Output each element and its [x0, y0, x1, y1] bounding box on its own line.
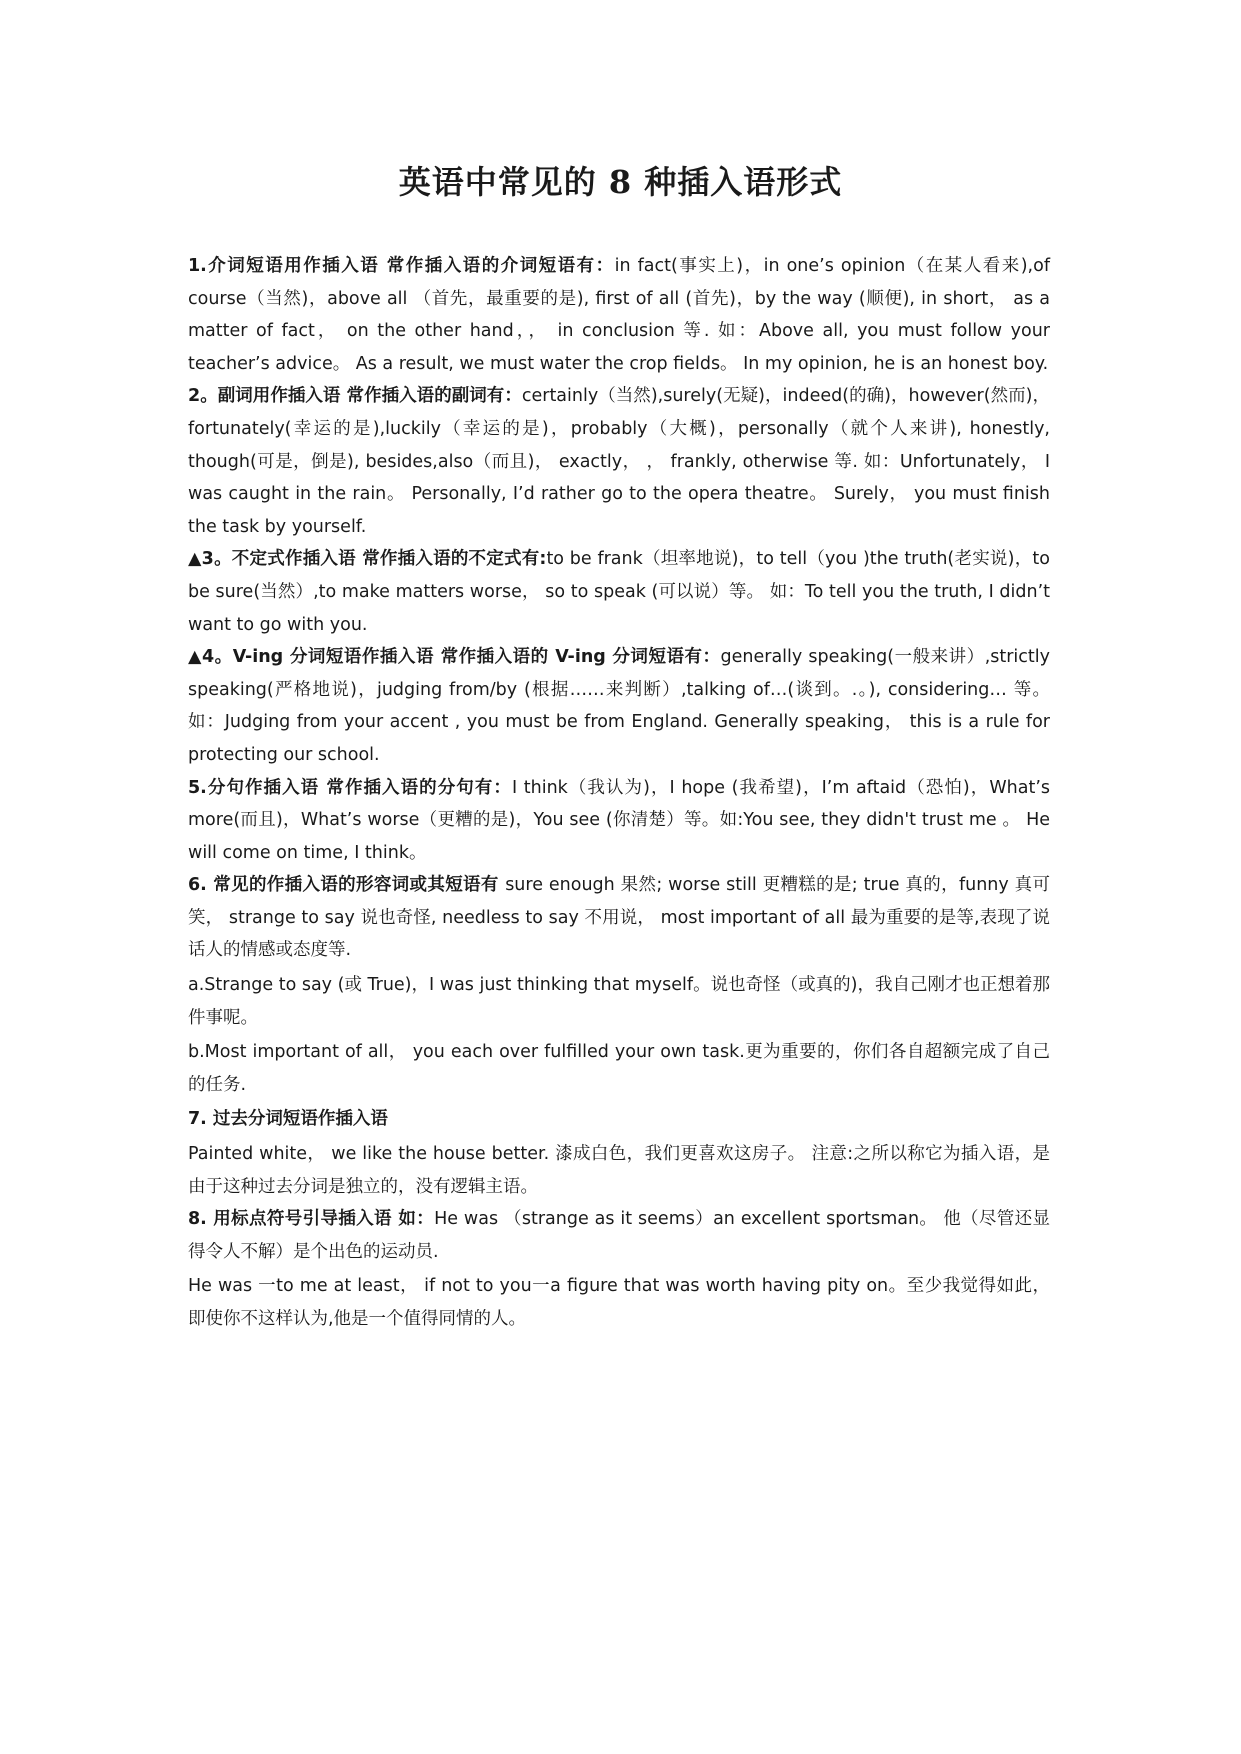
- section-text: sure enough 果然; worse still 更糟糕的是; true 真的，funny 真可笑， strange to say 说也奇怪, needless to say 不用说， most important of all 最为重要的是等,表现了说话人的情感或态度等.: [188, 875, 1050, 961]
- section-text: Painted white， we like the house better. 漆成白色，我们更喜欢这房子。 注意:之所以称它为插入语，是由于这种过去分词是独立的，没有逻辑主语。: [188, 1144, 1050, 1197]
- section-1: [188, 250, 1050, 380]
- section-7: [188, 1103, 1050, 1136]
- section-heading: ▲3。不定式作插入语 常作插入语的不定式有:: [188, 549, 547, 570]
- example-text: b.Most important of all， you each over fulfilled your own task.更为重要的，你们各自超额完成了自己的任务.: [188, 1042, 1050, 1095]
- example-text: a.Strange to say (或 True)，I was just thinking that myself。说也奇怪（或真的)，我自己刚才也正想着那件事呢。: [188, 975, 1050, 1028]
- document-body: [188, 250, 1050, 1336]
- section-heading: 8. 用标点符号引导插入语 如：: [188, 1209, 435, 1230]
- section-text: I think（我认为)，I hope (我希望)，I’m aftaid（恐怕)，What’s more(而且)，What’s worse（更糟的是)，You see (你清楚）等。如:You see, they didn't trust me 。 He will come on time, I think。: [188, 777, 1050, 863]
- example-a: [188, 969, 1050, 1034]
- section-text: He was 一to me at least， if not to you一a figure that was worth having pity on。至少我觉得如此，即使你不这样认为,他是一个值得同情的人。: [188, 1276, 1050, 1329]
- section-8: [188, 1203, 1050, 1268]
- section-text: He was （strange as it seems）an excellent sportsman。 他（尽管还显得令人不解）是个出色的运动员.: [188, 1209, 1050, 1262]
- section-5: [188, 772, 1050, 870]
- section-text: to be frank（坦率地说)，to tell（you )the truth(老实说)，to be sure(当然）,to make matters worse， so to speak (可以说）等。 如：To tell you the truth, I didn’t want to go with you.: [188, 549, 1050, 635]
- section-4: [188, 641, 1050, 771]
- section-2: [188, 380, 1050, 543]
- section-text: in fact(事实上)，in one’s opinion（在某人看来),of course（当然)，above all （首先，最重要的是), first of all (首先)，by the way (顺便), in short， as a matter of fact， on the other hand，， in conclusion 等. 如：Above all, you must follow your teacher’s advice。 As a result, we must water the crop fields。 In my opinion, he is an honest boy.: [188, 256, 1050, 374]
- section-text: certainly（当然),surely(无疑)，indeed(的确)，however(然而)，fortunately(幸运的是),luckily（幸运的是)，probably（大概)，personally（就个人来讲), honestly, though(可是，倒是), besides,also（而且)， exactly， ， frankly, otherwise 等. 如：Unfortunately， I was caught in the rain。 Personally, I’d rather go to the opera theatre。 Surely， you must finish the task by yourself.: [188, 386, 1050, 537]
- section-heading: 1.介词短语用作插入语 常作插入语的介词短语有：: [188, 256, 615, 276]
- section-8-example: [188, 1270, 1050, 1335]
- section-6: [188, 869, 1050, 967]
- section-heading: ▲4。V-ing 分词短语作插入语 常作插入语的 V-ing 分词短语有：: [188, 647, 721, 668]
- document-title: 英语中常见的 8 种插入语形式: [398, 163, 843, 201]
- section-heading: 7. 过去分词短语作插入语: [188, 1109, 388, 1130]
- section-heading: 2。副词用作插入语 常作插入语的副词有：: [188, 386, 522, 407]
- section-heading: 6. 常见的作插入语的形容词或其短语有: [188, 875, 506, 896]
- section-7-text: [188, 1138, 1050, 1203]
- section-text: generally speaking(一般来讲）,strictly speaking(严格地说)，judging from/by (根据……来判断）,talking of…(谈到。.。), considering… 等。 如：Judging from your accent , you must be from England. Generally speaking， this is a rule for protecting our school.: [188, 647, 1050, 765]
- example-b: [188, 1036, 1050, 1101]
- section-heading: 5.分句作插入语 常作插入语的分句有：: [188, 777, 512, 798]
- section-3: [188, 543, 1050, 641]
